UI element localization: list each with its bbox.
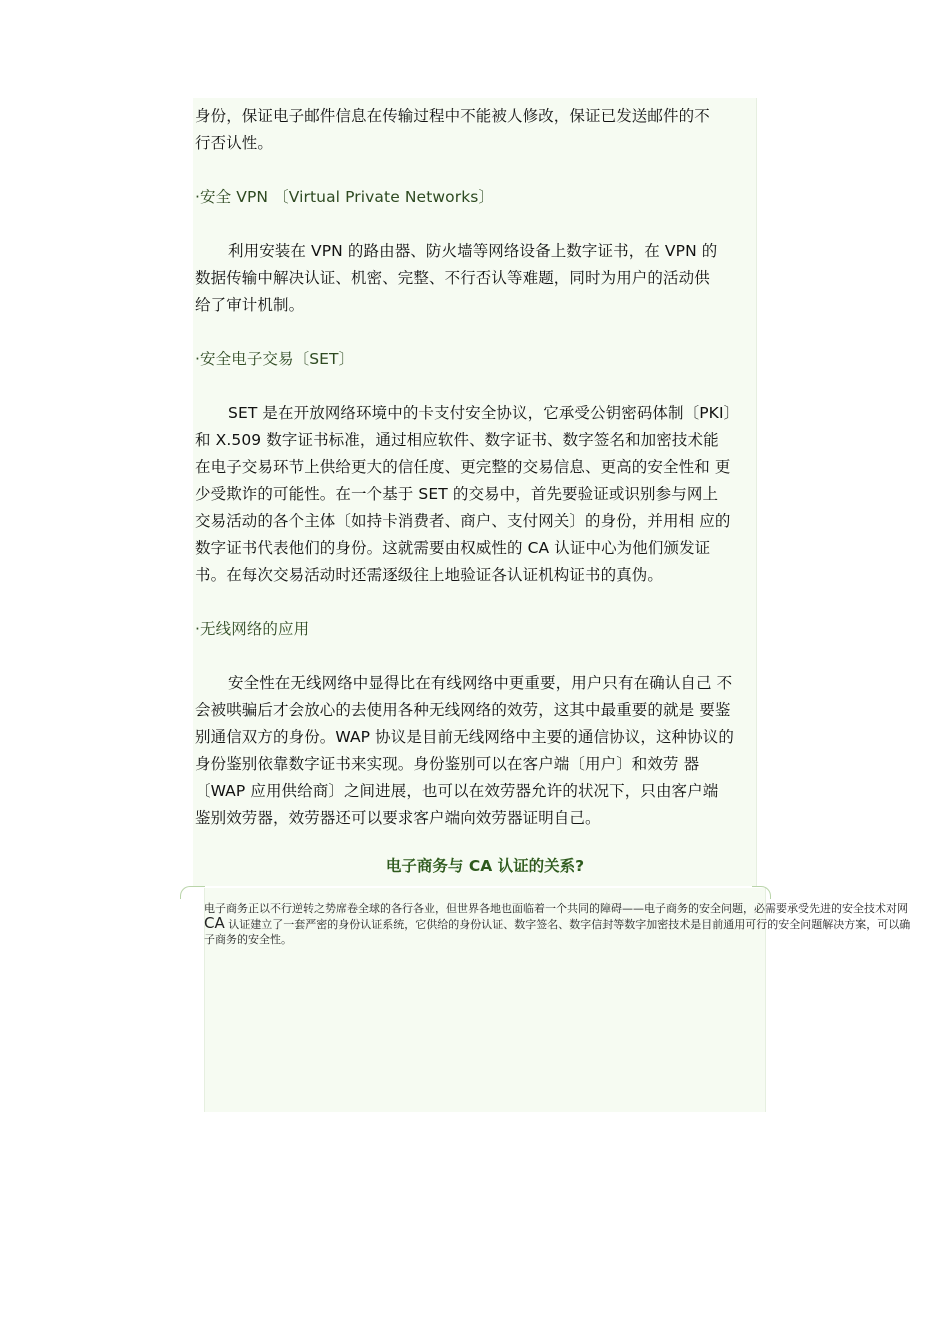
box-corner-left [180, 886, 205, 899]
small-line: 电子商务正以不行逆转之势席卷全球的各行各业，但世界各地也面临着一个共同的障碍——电子商务的安全问题，必需要承受先进的安全技术对网 [204, 902, 908, 915]
set-paragraph-line: 交易活动的各个主体〔如持卡消费者、商户、支付网关〕的身份，并用相 应的 [195, 512, 731, 530]
set-paragraph-line: 和 X.509 数字证书标准，通过相应软件、数字证书、数字签名和加密技术能 [195, 431, 719, 449]
small-line: 子商务的安全性。 [204, 933, 292, 946]
wireless-paragraph-line: 会被哄骗后才会放心的去使用各种无线网络的效劳，这其中最重要的就是 要鉴 [195, 701, 731, 719]
vpn-paragraph-line: 给了审计机制。 [195, 296, 305, 314]
vpn-paragraph-line: 数据传输中解决认证、机密、完整、不行否认等难题，同时为用户的活动供 [195, 269, 710, 287]
ca-label: CA [204, 914, 225, 932]
small-line [204, 916, 950, 932]
wireless-paragraph-line: 〔WAP 应用供给商〕之间进展，也可以在效劳器允许的状况下，只由客户端 [195, 782, 719, 800]
section-heading-wireless: ·无线网络的应用 [195, 620, 310, 638]
box-corner-right [752, 886, 771, 899]
set-paragraph-line: 少受欺诈的可能性。在一个基于 SET 的交易中，首先要验证或识别参与网上 [195, 485, 719, 503]
set-paragraph-line: 数字证书代表他们的身份。这就需要由权威性的 CA 认证中心为他们颁发证 [195, 539, 711, 557]
intro-line: 身份，保证电子邮件信息在传输过程中不能被人修改，保证已发送邮件的不 [195, 107, 710, 125]
vpn-paragraph-line: 利用安装在 VPN 的路由器、防火墙等网络设备上数字证书，在 VPN 的 [228, 242, 718, 260]
small-paragraph [204, 901, 950, 947]
set-paragraph-line: 在电子交易环节上供给更大的信任度、更完整的交易信息、更高的安全性和 更 [195, 458, 731, 476]
set-paragraph-line: 书。在每次交易活动时还需逐级往上地验证各认证机构证书的真伪。 [195, 566, 664, 584]
wireless-paragraph-line: 身份鉴别依靠数字证书来实现。身份鉴别可以在客户端〔用户〕和效劳 器 [195, 755, 700, 773]
question-title: 电子商务与 CA 认证的关系? [385, 857, 585, 875]
article-body [195, 103, 767, 832]
set-paragraph-line: SET 是在开放网络环境中的卡支付安全协议，它承受公钥密码体制〔PKI〕 [228, 404, 740, 422]
intro-line: 行否认性。 [195, 134, 274, 152]
wireless-paragraph-line: 安全性在无线网络中显得比在有线网络中更重要，用户只有在确认自己 不 [228, 674, 733, 692]
wireless-paragraph-line: 别通信双方的身份。WAP 协议是目前无线网络中主要的通信协议，这种协议的 [195, 728, 734, 746]
section-heading-set: ·安全电子交易〔SET〕 [195, 350, 355, 368]
wireless-paragraph-line: 鉴别效劳器，效劳器还可以要求客户端向效劳器证明自己。 [195, 809, 601, 827]
small-line-rest: 认证建立了一套严密的身份认证系统，它供给的身份认证、数字签名、数字信封等数字加密技术是目前通用可行的安全问题解决方案，可以确 [224, 918, 911, 931]
section-heading-vpn: ·安全 VPN 〔Virtual Private Networks〕 [195, 188, 495, 206]
